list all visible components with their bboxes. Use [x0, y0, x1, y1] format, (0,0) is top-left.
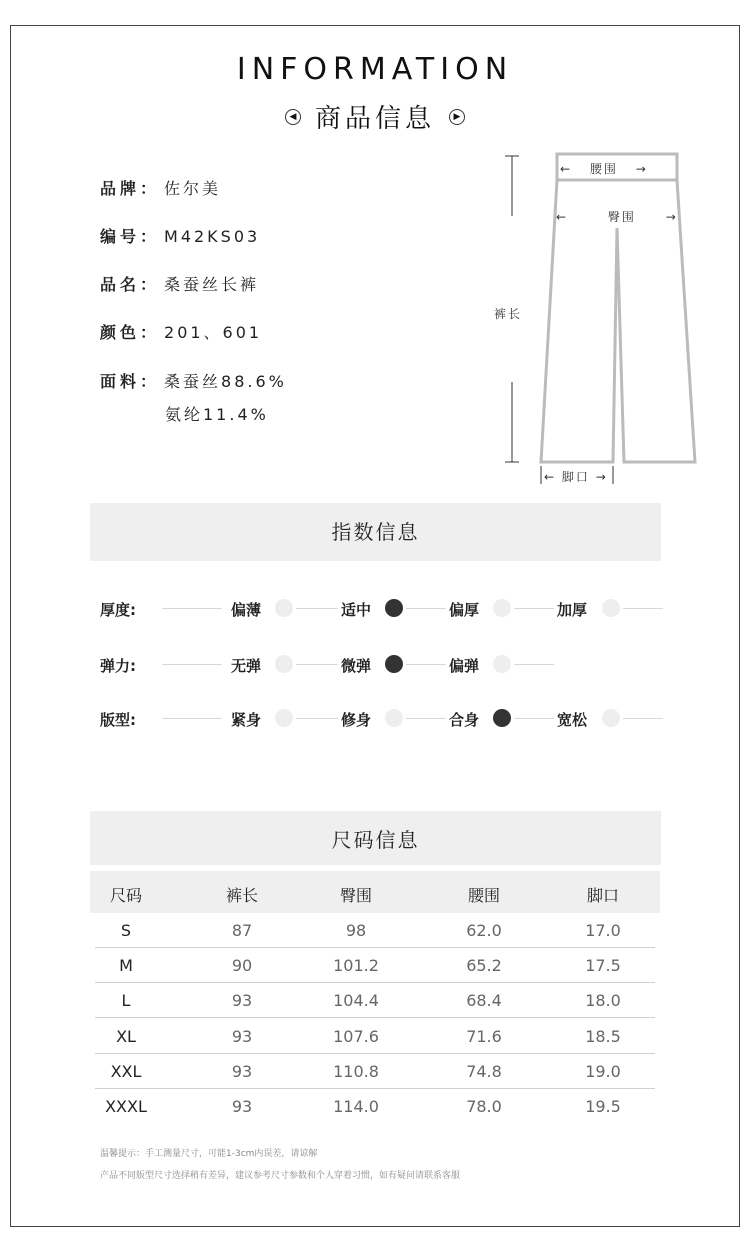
header-length: 裤长 [225, 886, 258, 905]
index-section-header: 指数信息 [90, 503, 661, 561]
option-dot-extra-thick [602, 599, 620, 617]
cell-size: M [119, 956, 133, 975]
cell-hip: 114.0 [333, 1097, 379, 1116]
cell-length: 93 [231, 1027, 253, 1046]
option-dot-thick [493, 599, 511, 617]
table-row [0, 1054, 750, 1089]
option-no-stretch: 无弹 [231, 657, 262, 675]
header-size: 尺码 [109, 886, 142, 905]
option-loose: 宽松 [557, 711, 588, 729]
option-slight-stretch: 微弹 [341, 657, 372, 675]
option-dot-stretchy [493, 655, 511, 673]
option-dot-regular [493, 709, 511, 727]
cell-size: XXXL [105, 1097, 147, 1116]
option-dot-medium [385, 599, 403, 617]
cell-waist: 65.2 [466, 956, 502, 975]
divider [623, 718, 663, 719]
divider [162, 608, 222, 609]
divider [406, 608, 446, 609]
info-key: 品牌： [100, 179, 161, 198]
table-row [0, 983, 750, 1018]
option-medium: 适中 [341, 601, 372, 619]
cell-waist: 74.8 [466, 1062, 502, 1081]
divider [296, 718, 338, 719]
info-value: 201、601 [164, 323, 263, 342]
option-slim: 修身 [341, 711, 372, 729]
option-dot-tight [275, 709, 293, 727]
info-key: 编号： [100, 227, 161, 246]
cell-length: 93 [231, 991, 253, 1010]
elasticity-label: 弹力: [100, 657, 136, 675]
info-key: 品名： [100, 275, 161, 294]
info-fabric-line2 [165, 402, 269, 425]
hip-label-row: ← 臀围 → [556, 210, 678, 224]
info-key: 面料： [100, 372, 161, 391]
header-hem: 脚口 [586, 886, 619, 905]
length-label: 裤长 [494, 307, 523, 321]
divider [296, 608, 338, 609]
header-hip: 臀围 [339, 886, 372, 905]
option-extra-thick: 加厚 [557, 601, 588, 619]
divider [296, 664, 338, 665]
hip-label: 臀围 [607, 210, 636, 224]
cell-hem: 17.0 [585, 921, 621, 940]
option-dot-loose [602, 709, 620, 727]
cell-hem: 19.0 [585, 1062, 621, 1081]
waist-label: 腰围 [589, 162, 618, 176]
divider [406, 718, 446, 719]
info-color [100, 320, 262, 343]
cell-length: 87 [231, 921, 253, 940]
cell-hip: 98 [345, 921, 367, 940]
cell-hip: 107.6 [333, 1027, 379, 1046]
cell-length: 90 [231, 956, 253, 975]
title-chinese: 商品信息 [314, 104, 435, 134]
option-dot-slim [385, 709, 403, 727]
option-dot-slight-stretch [385, 655, 403, 673]
option-thick: 偏厚 [449, 601, 480, 619]
right-arrow-icon: ▶ [449, 109, 465, 125]
option-thin: 偏薄 [231, 601, 262, 619]
cell-hip: 110.8 [333, 1062, 379, 1081]
hem-label-row: ← 脚口 → [544, 470, 608, 484]
info-fabric [100, 369, 287, 392]
fit-label: 版型: [100, 711, 136, 729]
option-stretchy: 偏弹 [449, 657, 480, 675]
left-arrow-icon: ◀ [285, 109, 301, 125]
pants-outline-icon [490, 150, 705, 490]
pants-diagram [490, 150, 705, 490]
table-row [0, 948, 750, 983]
option-dot-no-stretch [275, 655, 293, 673]
info-code [100, 224, 260, 247]
option-tight: 紧身 [231, 711, 262, 729]
option-dot-thin [275, 599, 293, 617]
info-key: 颜色： [100, 323, 161, 342]
divider [514, 664, 554, 665]
table-row [0, 1019, 750, 1054]
title-english: INFORMATION [236, 52, 514, 87]
cell-hem: 18.0 [585, 991, 621, 1010]
cell-length: 93 [231, 1062, 253, 1081]
info-product-name [100, 272, 259, 295]
divider [162, 718, 222, 719]
note-fit-advice: 产品不同版型尺寸选择稍有差异，建议参考尺寸参数和个人穿着习惯，如有疑问请联系客服 [100, 1171, 461, 1181]
cell-waist: 62.0 [466, 921, 502, 940]
cell-size: L [121, 991, 131, 1010]
cell-size: XXL [110, 1062, 142, 1081]
divider [514, 718, 554, 719]
info-brand [100, 176, 221, 199]
cell-hem: 19.5 [585, 1097, 621, 1116]
table-row [0, 1089, 750, 1124]
divider [406, 664, 446, 665]
option-regular: 合身 [449, 711, 480, 729]
header-waist: 腰围 [467, 886, 500, 905]
thickness-label: 厚度: [100, 601, 136, 619]
info-value: 佐尔美 [164, 179, 222, 198]
cell-size: XL [116, 1027, 136, 1046]
cell-size: S [120, 921, 132, 940]
cell-hem: 17.5 [585, 956, 621, 975]
cell-waist: 71.6 [466, 1027, 502, 1046]
cell-hem: 18.5 [585, 1027, 621, 1046]
cell-hip: 104.4 [333, 991, 379, 1010]
info-value: 桑蚕丝88.6% [164, 372, 287, 391]
title-chinese-row [0, 98, 750, 135]
fit-row [100, 707, 665, 731]
hem-label: 脚口 [561, 470, 590, 484]
cell-waist: 68.4 [466, 991, 502, 1010]
waist-label-row: ← 腰围 → [560, 162, 648, 176]
info-value: 桑蚕丝长裤 [164, 275, 260, 294]
divider [162, 664, 222, 665]
size-header-row [0, 883, 750, 907]
info-value: 氨纶11.4% [165, 405, 269, 424]
divider [514, 608, 554, 609]
cell-waist: 78.0 [466, 1097, 502, 1116]
note-measurement: 温馨提示：手工测量尺寸，可能1-3cm内误差，请谅解 [100, 1149, 318, 1159]
cell-length: 93 [231, 1097, 253, 1116]
row-divider [95, 1017, 655, 1018]
info-value: M42KS03 [164, 227, 261, 246]
size-section-header: 尺码信息 [90, 811, 661, 865]
table-row [0, 913, 750, 948]
cell-hip: 101.2 [333, 956, 379, 975]
divider [623, 608, 663, 609]
thickness-row [100, 597, 665, 621]
elasticity-row [100, 653, 665, 677]
